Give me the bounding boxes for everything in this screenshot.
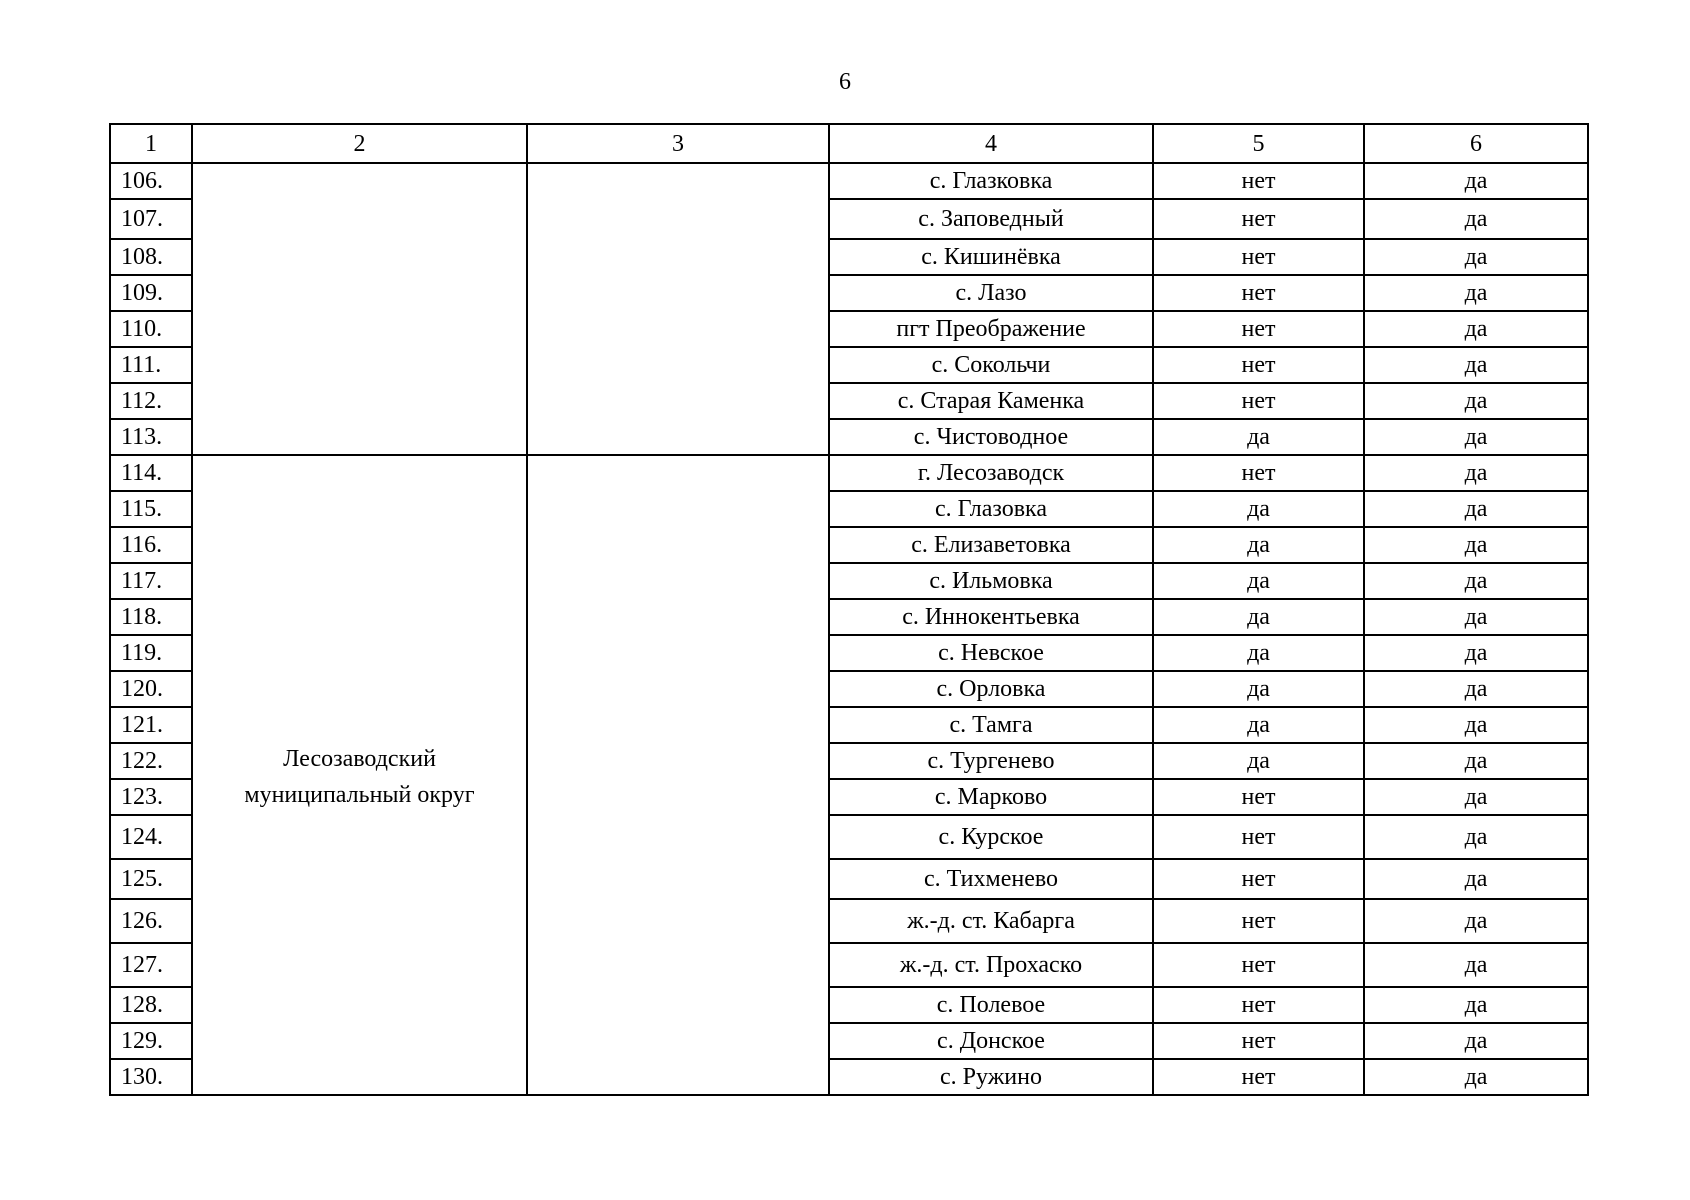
column-6-value: да [1364, 275, 1588, 311]
settlement-name: с. Иннокентьевка [829, 599, 1153, 635]
column-5-value: нет [1153, 943, 1364, 987]
column-5-value: да [1153, 599, 1364, 635]
row-number: 127. [110, 943, 192, 987]
settlement-name: с. Глазковка [829, 163, 1153, 199]
row-number: 125. [110, 859, 192, 899]
column-6-value: да [1364, 899, 1588, 943]
column-6-value: да [1364, 527, 1588, 563]
column-6-value: да [1364, 239, 1588, 275]
settlement-name: с. Заповедный [829, 199, 1153, 239]
column-header: 3 [527, 124, 829, 163]
column-3-cell [527, 455, 829, 1095]
row-number: 109. [110, 275, 192, 311]
column-6-value: да [1364, 491, 1588, 527]
column-header: 4 [829, 124, 1153, 163]
settlement-name: с. Старая Каменка [829, 383, 1153, 419]
column-5-value: нет [1153, 815, 1364, 859]
column-5-value: да [1153, 743, 1364, 779]
column-5-value: нет [1153, 311, 1364, 347]
settlement-name: с. Глазовка [829, 491, 1153, 527]
column-3-cell [527, 163, 829, 455]
column-5-value: да [1153, 563, 1364, 599]
settlement-name: ж.-д. ст. Прохаско [829, 943, 1153, 987]
settlement-name: с. Орловка [829, 671, 1153, 707]
row-number: 124. [110, 815, 192, 859]
row-number: 108. [110, 239, 192, 275]
row-number: 129. [110, 1023, 192, 1059]
column-header: 6 [1364, 124, 1588, 163]
row-number: 123. [110, 779, 192, 815]
settlement-name: с. Лазо [829, 275, 1153, 311]
settlement-name: с. Невское [829, 635, 1153, 671]
row-number: 115. [110, 491, 192, 527]
column-6-value: да [1364, 311, 1588, 347]
column-5-value: нет [1153, 987, 1364, 1023]
column-5-value: да [1153, 707, 1364, 743]
column-5-value: нет [1153, 899, 1364, 943]
column-5-value: да [1153, 671, 1364, 707]
settlement-name: ж.-д. ст. Кабарга [829, 899, 1153, 943]
column-5-value: нет [1153, 347, 1364, 383]
settlement-name: пгт Преображение [829, 311, 1153, 347]
column-5-value: нет [1153, 1059, 1364, 1095]
row-number: 106. [110, 163, 192, 199]
column-5-value: да [1153, 491, 1364, 527]
column-5-value: нет [1153, 779, 1364, 815]
settlement-name: с. Чистоводное [829, 419, 1153, 455]
column-5-value: нет [1153, 1023, 1364, 1059]
table-header-row [110, 124, 1588, 163]
settlement-name: с. Полевое [829, 987, 1153, 1023]
row-number: 130. [110, 1059, 192, 1095]
settlement-name: г. Лесозаводск [829, 455, 1153, 491]
table-row [110, 163, 1588, 199]
municipal-district [192, 163, 527, 455]
row-number: 111. [110, 347, 192, 383]
table-row [110, 455, 1588, 491]
column-5-value: да [1153, 635, 1364, 671]
row-number: 107. [110, 199, 192, 239]
column-6-value: да [1364, 599, 1588, 635]
row-number: 120. [110, 671, 192, 707]
settlement-name: с. Тихменево [829, 859, 1153, 899]
row-number: 126. [110, 899, 192, 943]
column-6-value: да [1364, 635, 1588, 671]
row-number: 114. [110, 455, 192, 491]
settlement-name: с. Тургенево [829, 743, 1153, 779]
row-number: 118. [110, 599, 192, 635]
column-6-value: да [1364, 1023, 1588, 1059]
settlement-name: с. Курское [829, 815, 1153, 859]
column-6-value: да [1364, 419, 1588, 455]
column-5-value: нет [1153, 383, 1364, 419]
column-header: 5 [1153, 124, 1364, 163]
column-6-value: да [1364, 707, 1588, 743]
column-6-value: да [1364, 163, 1588, 199]
column-6-value: да [1364, 671, 1588, 707]
column-5-value: нет [1153, 163, 1364, 199]
row-number: 116. [110, 527, 192, 563]
row-number: 128. [110, 987, 192, 1023]
row-number: 119. [110, 635, 192, 671]
row-number: 117. [110, 563, 192, 599]
settlements-table [109, 123, 1589, 1096]
column-6-value: да [1364, 199, 1588, 239]
row-number: 113. [110, 419, 192, 455]
settlement-name: с. Елизаветовка [829, 527, 1153, 563]
column-5-value: нет [1153, 275, 1364, 311]
column-6-value: да [1364, 815, 1588, 859]
column-6-value: да [1364, 943, 1588, 987]
settlement-name: с. Кишинёвка [829, 239, 1153, 275]
settlement-name: с. Ружино [829, 1059, 1153, 1095]
column-6-value: да [1364, 987, 1588, 1023]
page-number: 6 [839, 69, 851, 95]
row-number: 121. [110, 707, 192, 743]
settlement-name: с. Сокольчи [829, 347, 1153, 383]
settlement-name: с. Ильмовка [829, 563, 1153, 599]
column-5-value: да [1153, 527, 1364, 563]
settlement-name: с. Тамга [829, 707, 1153, 743]
column-5-value: нет [1153, 199, 1364, 239]
row-number: 112. [110, 383, 192, 419]
settlement-name: с. Марково [829, 779, 1153, 815]
column-header: 1 [110, 124, 192, 163]
column-6-value: да [1364, 563, 1588, 599]
column-5-value: да [1153, 419, 1364, 455]
column-6-value: да [1364, 347, 1588, 383]
column-6-value: да [1364, 455, 1588, 491]
column-6-value: да [1364, 743, 1588, 779]
settlement-name: с. Донское [829, 1023, 1153, 1059]
column-5-value: нет [1153, 455, 1364, 491]
municipal-district: Лесозаводский муниципальный округ [192, 455, 527, 1095]
row-number: 110. [110, 311, 192, 347]
column-5-value: нет [1153, 859, 1364, 899]
column-5-value: нет [1153, 239, 1364, 275]
column-6-value: да [1364, 1059, 1588, 1095]
column-6-value: да [1364, 779, 1588, 815]
column-header: 2 [192, 124, 527, 163]
row-number: 122. [110, 743, 192, 779]
column-6-value: да [1364, 859, 1588, 899]
column-6-value: да [1364, 383, 1588, 419]
